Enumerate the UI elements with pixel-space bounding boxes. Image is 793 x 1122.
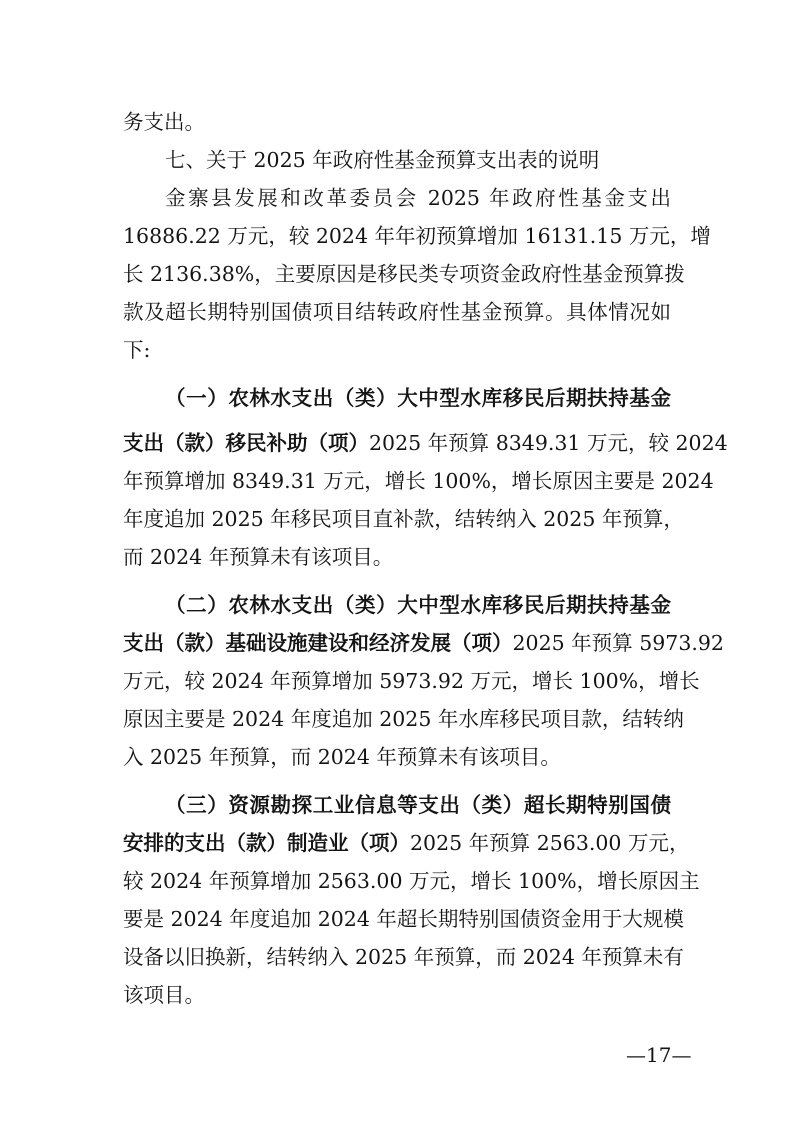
paragraph-line: 金寨县发展和改革委员会 2025 年政府性基金支出: [165, 186, 671, 210]
paragraph-line: 较 2024 年预算增加 2563.00 万元，增长 100%，增长原因主: [123, 869, 700, 893]
subsection-heading-continued: 支出（款）基础设施建设和经济发展（项）: [123, 631, 513, 655]
paragraph-text: 2025 年预算 2563.00 万元，: [410, 831, 690, 855]
paragraph-line: 下:: [123, 338, 151, 362]
paragraph-line: 年度追加 2025 年移民项目直补款，结转纳入 2025 年预算，: [123, 507, 684, 531]
paragraph-text: 2025 年预算 8349.31 万元，较 2024: [369, 431, 728, 455]
subsection-heading: （二）农林水支出（类）大中型水库移民后期扶持基金: [165, 593, 671, 617]
section-heading: 七、关于 2025 年政府性基金预算支出表的说明: [165, 148, 600, 172]
paragraph-line: 年预算增加 8349.31 万元，增长 100%，增长原因主要是 2024: [123, 469, 714, 493]
paragraph-line: 入 2025 年预算，而 2024 年预算未有该项目。: [123, 745, 561, 769]
paragraph-line: 长 2136.38%，主要原因是移民类专项资金政府性基金预算拨: [123, 262, 685, 286]
subsection-heading: （一）农林水支出（类）大中型水库移民后期扶持基金: [165, 386, 671, 410]
paragraph-line: 而 2024 年预算未有该项目。: [123, 545, 394, 569]
paragraph-line: [123, 428, 728, 458]
paragraph-line: 款及超长期特别国债项目结转政府性基金预算。具体情况如: [123, 300, 671, 324]
paragraph-line: 万元，较 2024 年预算增加 5973.92 万元，增长 100%，增长: [123, 669, 700, 693]
paragraph-line: [123, 828, 690, 858]
paragraph-line: 该项目。: [123, 983, 205, 1007]
subsection-heading-continued: 安排的支出（款）制造业（项）: [123, 831, 410, 855]
paragraph-line: 16886.22 万元，较 2024 年年初预算增加 16131.15 万元，增: [123, 224, 711, 248]
subsection-heading-continued: 支出（款）移民补助（项）: [123, 431, 369, 455]
continued-text: 务支出。: [123, 110, 205, 134]
paragraph-line: 原因主要是 2024 年度追加 2025 年水库移民项目款，结转纳: [123, 707, 684, 731]
paragraph-line: [123, 628, 724, 658]
subsection-heading: （三）资源勘探工业信息等支出（类）超长期特别国债: [165, 793, 671, 817]
paragraph-line: 要是 2024 年度追加 2024 年超长期特别国债资金用于大规模: [123, 907, 684, 931]
paragraph-text: 2025 年预算 5973.92: [512, 631, 724, 655]
paragraph-line: 设备以旧换新，结转纳入 2025 年预算，而 2024 年预算未有: [123, 945, 684, 969]
page-number: —17—: [626, 1043, 692, 1067]
